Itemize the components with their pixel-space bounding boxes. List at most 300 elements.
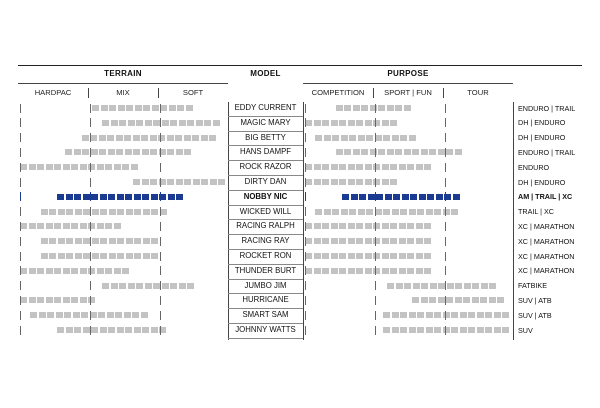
- purpose-bar-segment: [424, 164, 431, 170]
- terrain-bar-segment: [143, 253, 150, 259]
- purpose-bar-segment: [392, 135, 399, 141]
- terrain-bar-segment: [125, 194, 132, 200]
- purpose-column-tick: [305, 148, 306, 157]
- purpose-bar-segment: [348, 120, 355, 126]
- terrain-bar-segment: [179, 283, 186, 289]
- terrain-bar-segment: [210, 179, 217, 185]
- terrain-bar-segment: [41, 253, 48, 259]
- purpose-bar-segment: [382, 223, 389, 229]
- terrain-col-hardpac: HARDPAC: [34, 88, 72, 97]
- purpose-bar-segment: [409, 327, 416, 333]
- row-rule: [228, 338, 303, 339]
- tire-use-label: DH | ENDURO: [518, 177, 566, 187]
- tire-use-label: SUV: [518, 325, 533, 335]
- purpose-bar-segment: [322, 164, 329, 170]
- terrain-bar-segment: [46, 164, 53, 170]
- purpose-column-tick: [375, 266, 376, 275]
- terrain-column-tick: [160, 311, 161, 320]
- purpose-bar-segment: [383, 312, 390, 318]
- terrain-bar-segment: [150, 135, 157, 141]
- purpose-bar-segment: [416, 164, 423, 170]
- purpose-column-tick: [445, 192, 446, 201]
- purpose-bar-segment: [390, 164, 397, 170]
- purpose-bar-segment: [417, 327, 424, 333]
- purpose-bar-segment: [390, 253, 397, 259]
- purpose-column-tick: [305, 237, 306, 246]
- terrain-bar-segment: [116, 135, 123, 141]
- purpose-bar-segment: [489, 283, 496, 289]
- purpose-bar-segment: [314, 268, 321, 274]
- terrain-bar-segment: [102, 120, 109, 126]
- terrain-bar-segment: [75, 209, 82, 215]
- purpose-bar-segment: [322, 268, 329, 274]
- purpose-column-tick: [375, 118, 376, 127]
- terrain-bar-segment: [162, 120, 169, 126]
- purpose-bar-segment: [447, 283, 454, 289]
- terrain-bar-segment: [175, 135, 182, 141]
- terrain-bar-segment: [66, 238, 73, 244]
- terrain-bar-segment: [126, 209, 133, 215]
- purpose-bar-segment: [502, 327, 509, 333]
- terrain-bar-segment: [135, 105, 142, 111]
- purpose-bar-segment: [353, 149, 360, 155]
- purpose-bar-segment: [314, 223, 321, 229]
- terrain-bar-segment: [151, 253, 158, 259]
- terrain-column-tick: [90, 104, 91, 113]
- purpose-bar-segment: [348, 253, 355, 259]
- purpose-bar-segment: [331, 179, 338, 185]
- purpose-bar-segment: [305, 238, 312, 244]
- purpose-bar-segment: [455, 149, 462, 155]
- purpose-bar-segment: [390, 238, 397, 244]
- row-rule: [228, 323, 303, 324]
- purpose-column-tick: [305, 192, 306, 201]
- row-rule: [228, 116, 303, 117]
- purpose-bar-segment: [359, 194, 366, 200]
- terrain-column-tick: [160, 207, 161, 216]
- purpose-bar-segment: [446, 149, 453, 155]
- terrain-header: TERRAIN: [104, 69, 142, 78]
- terrain-column-tick: [90, 296, 91, 305]
- terrain-column-tick: [20, 104, 21, 113]
- purpose-bar-segment: [361, 105, 368, 111]
- terrain-bar-segment: [29, 297, 36, 303]
- terrain-bar-segment: [109, 209, 116, 215]
- terrain-column-tick: [20, 311, 21, 320]
- terrain-column-tick: [20, 326, 21, 335]
- purpose-bar-segment: [365, 253, 372, 259]
- purpose-bar-segment: [356, 238, 363, 244]
- tire-use-label: SUV | ATB: [518, 310, 552, 320]
- row-rule: [228, 293, 303, 294]
- terrain-bar-segment: [37, 297, 44, 303]
- purpose-bar-segment: [331, 268, 338, 274]
- purpose-bar-segment: [443, 312, 450, 318]
- purpose-bar-segment: [477, 327, 484, 333]
- terrain-bar-segment: [141, 312, 148, 318]
- purpose-column-tick: [375, 163, 376, 172]
- row-rule: [228, 308, 303, 309]
- terrain-bar-segment: [92, 105, 99, 111]
- terrain-bar-segment: [108, 327, 115, 333]
- terrain-bar-segment: [133, 179, 140, 185]
- terrain-bar-segment: [66, 209, 73, 215]
- terrain-bar-segment: [90, 135, 97, 141]
- purpose-column-tick: [305, 104, 306, 113]
- terrain-column-tick: [160, 237, 161, 246]
- terrain-bar-segment: [201, 135, 208, 141]
- terrain-column-tick: [90, 148, 91, 157]
- terrain-column-tick: [90, 118, 91, 127]
- terrain-column-tick: [160, 266, 161, 275]
- terrain-bar-segment: [37, 164, 44, 170]
- purpose-col-tour: TOUR: [467, 88, 489, 97]
- terrain-bar-segment: [114, 268, 121, 274]
- terrain-bar-segment: [83, 194, 90, 200]
- purpose-bar-segment: [399, 164, 406, 170]
- purpose-bar-segment: [322, 253, 329, 259]
- purpose-column-tick: [305, 296, 306, 305]
- purpose-column-tick: [445, 207, 446, 216]
- purpose-bar-segment: [426, 209, 433, 215]
- tire-model-name: WICKED WILL: [239, 206, 292, 216]
- purpose-column-tick: [445, 237, 446, 246]
- terrain-bar-segment: [49, 238, 56, 244]
- purpose-bar-segment: [421, 283, 428, 289]
- purpose-bar-segment: [412, 149, 419, 155]
- terrain-bar-segment: [109, 253, 116, 259]
- tire-model-name: RACING RALPH: [236, 221, 295, 231]
- terrain-bar-segment: [66, 327, 73, 333]
- purpose-bar-segment: [438, 297, 445, 303]
- terrain-column-tick: [160, 252, 161, 261]
- purpose-bar-segment: [365, 164, 372, 170]
- terrain-bar-segment: [151, 327, 158, 333]
- terrain-bar-segment: [134, 209, 141, 215]
- terrain-bar-segment: [74, 194, 81, 200]
- purpose-bar-segment: [305, 120, 312, 126]
- tire-use-label: XC | MARATHON: [518, 221, 575, 231]
- terrain-bar-segment: [54, 268, 61, 274]
- purpose-bar-segment: [395, 149, 402, 155]
- purpose-bar-segment: [382, 268, 389, 274]
- terrain-bar-segment: [100, 253, 107, 259]
- purpose-bar-segment: [322, 238, 329, 244]
- purpose-bar-segment: [344, 105, 351, 111]
- purpose-bar-segment: [383, 135, 390, 141]
- purpose-bar-segment: [378, 149, 385, 155]
- purpose-bar-segment: [339, 253, 346, 259]
- terrain-bar-segment: [131, 164, 138, 170]
- row-rule: [228, 175, 303, 176]
- terrain-column-tick: [90, 237, 91, 246]
- purpose-bar-segment: [365, 223, 372, 229]
- purpose-bar-segment: [348, 238, 355, 244]
- purpose-bar-segment: [480, 297, 487, 303]
- terrain-bar-segment: [170, 120, 177, 126]
- terrain-bar-segment: [118, 105, 125, 111]
- purpose-bar-segment: [353, 105, 360, 111]
- purpose-bar-segment: [356, 223, 363, 229]
- purpose-bar-segment: [392, 327, 399, 333]
- terrain-bar-segment: [114, 164, 121, 170]
- purpose-column-tick: [445, 222, 446, 231]
- terrain-column-tick: [20, 148, 21, 157]
- purpose-bar-segment: [393, 194, 400, 200]
- terrain-column-tick: [160, 281, 161, 290]
- purpose-bar-segment: [348, 164, 355, 170]
- purpose-column-tick: [305, 326, 306, 335]
- terrain-column-tick: [90, 207, 91, 216]
- terrain-bar-segment: [117, 209, 124, 215]
- terrain-bar-segment: [111, 120, 118, 126]
- terrain-column-tick: [90, 163, 91, 172]
- purpose-bar-segment: [305, 253, 312, 259]
- terrain-col-mix: MIX: [116, 88, 130, 97]
- purpose-column-tick: [305, 163, 306, 172]
- terrain-column-tick: [20, 118, 21, 127]
- terrain-bar-segment: [58, 209, 65, 215]
- terrain-bar-segment: [92, 253, 99, 259]
- purpose-bar-segment: [314, 238, 321, 244]
- terrain-bar-segment: [91, 194, 98, 200]
- purpose-bar-segment: [348, 179, 355, 185]
- terrain-bar-segment: [80, 297, 87, 303]
- terrain-bar-segment: [63, 297, 70, 303]
- purpose-bar-segment: [409, 209, 416, 215]
- terrain-bar-segment: [150, 179, 157, 185]
- terrain-bar-segment: [30, 312, 37, 318]
- terrain-bar-segment: [187, 283, 194, 289]
- terrain-bar-segment: [58, 238, 65, 244]
- terrain-column-tick: [90, 222, 91, 231]
- purpose-column-tick: [375, 311, 376, 320]
- purpose-bar-segment: [402, 194, 409, 200]
- purpose-column-tick: [305, 133, 306, 142]
- terrain-bar-segment: [119, 283, 126, 289]
- terrain-bar-segment: [142, 179, 149, 185]
- terrain-bar-segment: [71, 297, 78, 303]
- tire-model-name: EDDY CURRENT: [234, 103, 297, 112]
- purpose-bar-segment: [446, 297, 453, 303]
- row-rule: [228, 145, 303, 146]
- purpose-bar-segment: [361, 149, 368, 155]
- purpose-bar-segment: [407, 223, 414, 229]
- tire-use-label: ENDURO | TRAIL: [518, 103, 576, 113]
- purpose-bar-segment: [399, 223, 406, 229]
- purpose-col-competition: COMPETITION: [311, 88, 365, 97]
- purpose-column-tick: [375, 326, 376, 335]
- row-rule: [228, 249, 303, 250]
- terrain-bar-segment: [64, 312, 71, 318]
- tire-use-label: XC | MARATHON: [518, 236, 575, 246]
- purpose-bar-segment: [331, 223, 338, 229]
- tire-model-name: HURRICANE: [242, 295, 289, 305]
- terrain-column-tick: [90, 266, 91, 275]
- purpose-bar-segment: [314, 120, 321, 126]
- terrain-bar-segment: [63, 268, 70, 274]
- terrain-bar-segment: [187, 120, 194, 126]
- tire-use-label: ENDURO | TRAIL: [518, 147, 576, 157]
- terrain-bar-segment: [107, 135, 114, 141]
- tire-model-name: NOBBY NIC: [243, 191, 288, 201]
- purpose-bar-segment: [348, 268, 355, 274]
- terrain-bar-segment: [41, 209, 48, 215]
- terrain-bar-segment: [58, 253, 65, 259]
- purpose-bar-segment: [497, 297, 504, 303]
- tire-model-name: RACING RAY: [241, 236, 290, 246]
- purpose-bar-segment: [348, 223, 355, 229]
- purpose-bar-segment: [400, 209, 407, 215]
- purpose-bar-segment: [434, 312, 441, 318]
- purpose-bar-segment: [339, 120, 346, 126]
- terrain-bar-segment: [152, 105, 159, 111]
- terrain-bar-segment: [63, 164, 70, 170]
- purpose-column-tick: [305, 118, 306, 127]
- row-rule: [228, 205, 303, 206]
- purpose-bar-segment: [349, 135, 356, 141]
- purpose-bar-segment: [324, 135, 331, 141]
- terrain-column-tick: [160, 192, 161, 201]
- terrain-column-tick: [160, 326, 161, 335]
- tire-use-label: DH | ENDURO: [518, 118, 566, 128]
- purpose-bar-segment: [407, 268, 414, 274]
- row-rule: [228, 160, 303, 161]
- tire-model-name: SMART SAM: [242, 310, 289, 320]
- terrain-column-tick: [160, 133, 161, 142]
- purpose-bar-segment: [387, 149, 394, 155]
- terrain-bar-segment: [73, 312, 80, 318]
- terrain-column-tick: [160, 104, 161, 113]
- terrain-bar-segment: [105, 268, 112, 274]
- purpose-bar-segment: [438, 149, 445, 155]
- terrain-bar-segment: [80, 223, 87, 229]
- purpose-bar-segment: [368, 194, 375, 200]
- terrain-bar-segment: [117, 194, 124, 200]
- terrain-bar-segment: [66, 194, 73, 200]
- terrain-column-tick: [160, 118, 161, 127]
- terrain-column-tick: [20, 281, 21, 290]
- terrain-bar-segment: [74, 149, 81, 155]
- purpose-bar-segment: [399, 238, 406, 244]
- purpose-bar-segment: [332, 135, 339, 141]
- purpose-bar-segment: [349, 209, 356, 215]
- purpose-bar-segment: [424, 223, 431, 229]
- purpose-bar-segment: [314, 253, 321, 259]
- terrain-bar-segment: [105, 223, 112, 229]
- purpose-column-tick: [445, 178, 446, 187]
- terrain-bar-segment: [119, 120, 126, 126]
- purpose-column-tick: [375, 178, 376, 187]
- terrain-bar-segment: [92, 238, 99, 244]
- purpose-bar-segment: [396, 283, 403, 289]
- terrain-bar-segment: [184, 179, 191, 185]
- terrain-bar-segment: [126, 238, 133, 244]
- purpose-bar-segment: [305, 223, 312, 229]
- terrain-bar-segment: [177, 105, 184, 111]
- purpose-bar-segment: [383, 209, 390, 215]
- terrain-bar-segment: [128, 120, 135, 126]
- terrain-bar-segment: [99, 135, 106, 141]
- terrain-bar-segment: [204, 120, 211, 126]
- purpose-bar-segment: [494, 327, 501, 333]
- purpose-bar-segment: [407, 253, 414, 259]
- purpose-bar-segment: [358, 209, 365, 215]
- terrain-column-tick: [90, 311, 91, 320]
- terrain-bar-segment: [192, 135, 199, 141]
- terrain-bar-segment: [134, 194, 141, 200]
- terrain-bar-segment: [128, 283, 135, 289]
- terrain-bar-segment: [65, 149, 72, 155]
- tire-model-name: BIG BETTY: [245, 132, 286, 142]
- purpose-bar-segment: [382, 238, 389, 244]
- terrain-bar-segment: [109, 238, 116, 244]
- purpose-bar-segment: [416, 223, 423, 229]
- terrain-column-tick: [160, 222, 161, 231]
- purpose-bar-segment: [421, 297, 428, 303]
- purpose-column-tick: [375, 104, 376, 113]
- terrain-bar-segment: [209, 135, 216, 141]
- terrain-bar-segment: [98, 312, 105, 318]
- terrain-bar-segment: [184, 149, 191, 155]
- purpose-column-tick: [445, 133, 446, 142]
- terrain-bar-segment: [71, 164, 78, 170]
- purpose-bar-segment: [477, 312, 484, 318]
- terrain-bar-segment: [142, 327, 149, 333]
- terrain-bar-segment: [108, 194, 115, 200]
- terrain-bar-segment: [54, 223, 61, 229]
- terrain-bar-segment: [46, 223, 53, 229]
- purpose-bar-segment: [390, 179, 397, 185]
- purpose-bar-segment: [404, 149, 411, 155]
- terrain-bar-segment: [125, 149, 132, 155]
- purpose-column-tick: [305, 266, 306, 275]
- terrain-bar-segment: [56, 312, 63, 318]
- terrain-bar-segment: [142, 149, 149, 155]
- purpose-bar-segment: [400, 327, 407, 333]
- purpose-bar-segment: [472, 297, 479, 303]
- terrain-bar-segment: [201, 179, 208, 185]
- purpose-bar-segment: [305, 179, 312, 185]
- row-rule: [228, 279, 303, 280]
- terrain-bar-segment: [162, 283, 169, 289]
- terrain-bar-segment: [151, 209, 158, 215]
- purpose-bar-segment: [427, 194, 434, 200]
- purpose-bar-segment: [410, 194, 417, 200]
- terrain-column-tick: [160, 296, 161, 305]
- purpose-bar-segment: [413, 283, 420, 289]
- purpose-bar-segment: [382, 253, 389, 259]
- purpose-col-sport-fun: SPORT | FUN: [384, 88, 432, 97]
- purpose-column-tick: [445, 163, 446, 172]
- purpose-bar-segment: [387, 105, 394, 111]
- terrain-bar-segment: [39, 312, 46, 318]
- terrain-bar-segment: [125, 327, 132, 333]
- terrain-bar-segment: [122, 164, 129, 170]
- terrain-bar-segment: [75, 253, 82, 259]
- purpose-column-tick: [375, 281, 376, 290]
- terrain-bar-segment: [20, 223, 27, 229]
- purpose-bar-segment: [376, 194, 383, 200]
- terrain-bar-segment: [46, 297, 53, 303]
- terrain-bar-segment: [46, 268, 53, 274]
- purpose-bar-segment: [451, 327, 458, 333]
- terrain-bar-segment: [63, 223, 70, 229]
- tire-use-label: SUV | ATB: [518, 295, 552, 305]
- terrain-bar-segment: [81, 312, 88, 318]
- purpose-header: PURPOSE: [387, 69, 429, 78]
- terrain-column-tick: [90, 281, 91, 290]
